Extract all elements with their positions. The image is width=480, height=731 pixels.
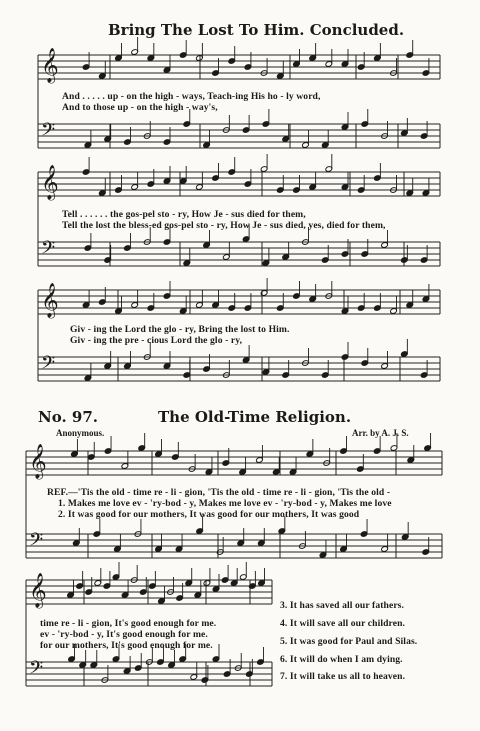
hymn-96-title: Bring The Lost To Him. Concluded. (108, 21, 405, 39)
hymn97-system-2-treble-clef: 𝄞 (29, 573, 47, 608)
extra-verse-7: 7. It will take us all to heaven. (280, 671, 406, 682)
system-3-lyric-line-2: Giv - ing the pre - cious Lord the glo - ry, (70, 335, 243, 346)
hymn-97-title: The Old-Time Religion. (158, 408, 352, 426)
system-2-bass-clef: 𝄢 (41, 238, 56, 263)
extra-verse-5: 5. It was good for Paul and Silas. (280, 636, 418, 647)
extra-verse-4: 4. It will save all our children. (280, 618, 406, 629)
hymn-97-number: No. 97. (38, 408, 98, 426)
system-3-lyric-line-1: Giv - ing the Lord the glo - ry, Bring the lost to Him. (70, 324, 290, 335)
system-1-treble-clef: 𝄞 (41, 48, 59, 83)
end-lyric-line-1: time re - li - gion, It's good enough for me. (40, 618, 217, 629)
hymn97-system-1-bass-clef: 𝄢 (29, 530, 44, 555)
hymn97-system-2-bass-clef: 𝄢 (29, 658, 44, 683)
system-1-lyric-line-1: And . . . . . up - on the high - ways, Teach-ing His ho - ly word, (62, 91, 321, 102)
system-3-treble-clef: 𝄞 (41, 283, 59, 318)
extra-verse-6: 6. It will do when I am dying. (280, 654, 403, 665)
system-1-lyric-line-2: And to those up - on the high - way's, (62, 102, 218, 113)
verse-1-lyric: 1. Makes me love ev - 'ry-bod - y, Makes me love ev - 'ry-bod - y, Makes me love (58, 498, 392, 509)
verse-2-lyric: 2. It was good for our mothers, It was good for our mothers, It was good (58, 509, 360, 520)
end-lyric-line-3: for our mothers, It's good enough for me. (40, 640, 213, 651)
system-2-lyric-line-1: Tell . . . . . . the gos-pel sto - ry, How Je - sus died for them, (62, 209, 306, 220)
system-2-treble-clef: 𝄞 (41, 165, 59, 200)
arranger: Arr. by A. J. S. (352, 428, 409, 438)
system-2-lyric-line-2: Tell the lost the bless-ed gos-pel sto - ry, How Je - sus died, yes, died for them, (62, 220, 386, 231)
system-1-bass-clef: 𝄢 (41, 120, 56, 145)
author: Anonymous. (56, 428, 105, 438)
hymn97-system-1-treble-clef: 𝄞 (29, 444, 47, 479)
extra-verse-3: 3. It has saved all our fathers. (280, 600, 405, 611)
refrain-lyric: REF.—'Tis the old - time re - li - gion, 'Tis the old - time re - li - gion, 'Tis the old - (47, 487, 391, 498)
end-lyric-line-2: ev - 'ry-bod - y, It's good enough for me. (40, 629, 208, 640)
system-3-bass-clef: 𝄢 (41, 353, 56, 378)
